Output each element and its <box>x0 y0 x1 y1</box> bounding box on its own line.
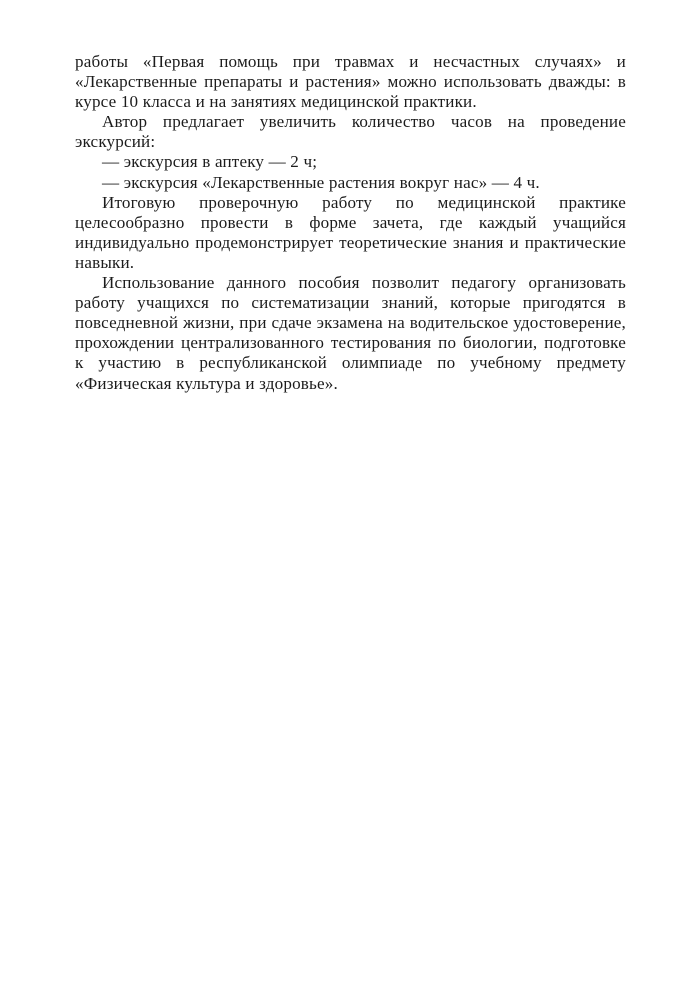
paragraph-author-proposal: Автор предлагает увеличить количество часов на проведение экскурсий: <box>75 112 626 152</box>
excursion-list <box>75 152 626 192</box>
paragraph-manual-usage: Использование данного пособия позволит педагогу организовать работу учащихся по систематизации знаний, которые пригодятся в повседневной жизни, при сдаче экзамена на водительское удостоверение, прохождении централизованного тестирования по биологии, подготовке к участию в республиканской олимпиаде по учебному предмету «Физическая культура и здоровье». <box>75 273 626 393</box>
dash-icon: — <box>102 172 120 192</box>
list-item-label: экскурсия в аптеку — 2 ч; <box>123 152 318 172</box>
paragraph-continuation: работы «Первая помощь при травмах и несчастных случаях» и «Лекарственные препараты и растения» можно использовать дважды: в курсе 10 класса и на занятиях медицинской практики. <box>75 52 626 112</box>
list-item-label: экскурсия «Лекарственные растения вокруг нас» — 4 ч. <box>123 172 540 192</box>
text-column <box>75 52 626 394</box>
dash-icon: — <box>102 152 120 172</box>
paragraph-final-assessment: Итоговую проверочную работу по медицинской практике целесообразно провести в форме зачета, где каждый учащийся индивидуально продемонстрирует теоретические знания и практические навыки. <box>75 192 626 272</box>
list-item <box>75 173 626 193</box>
list-item <box>75 152 626 172</box>
